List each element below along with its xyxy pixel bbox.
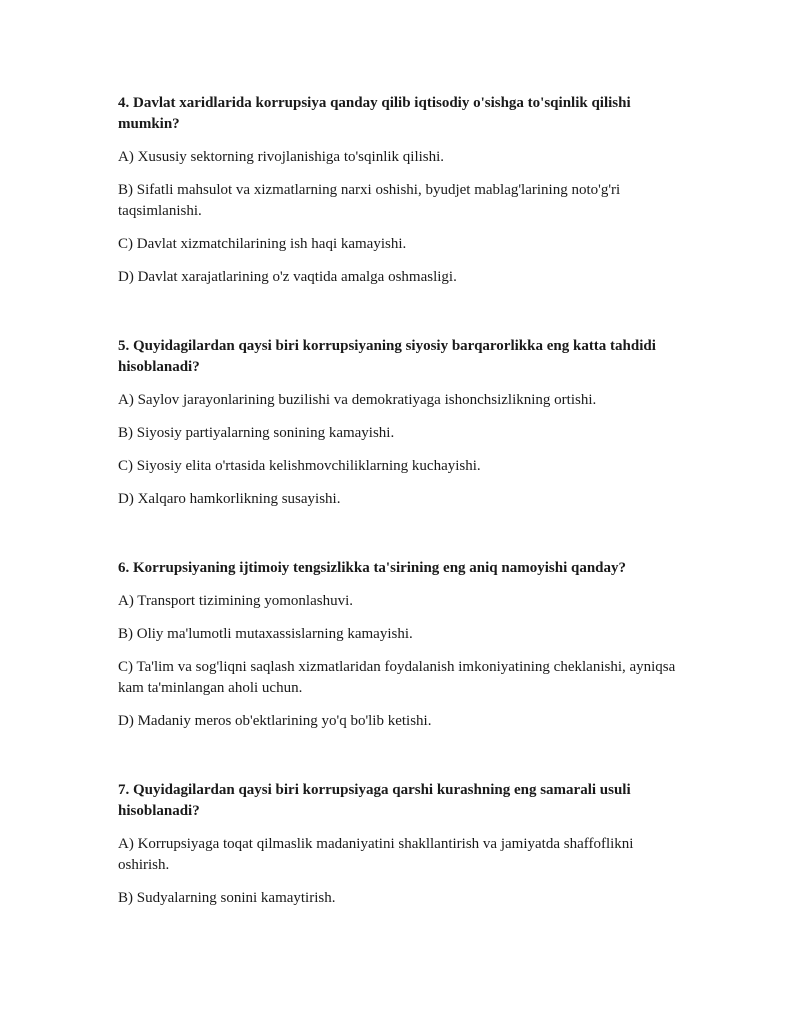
option-b: B) Sifatli mahsulot va xizmatlarning narxi oshishi, byudjet mablag'larining noto'g'ri taqsimlanishi. (118, 182, 621, 219)
option-d: D) Davlat xarajatlarining o'z vaqtida amalga oshmasligi. (118, 269, 457, 285)
option-c: C) Siyosiy elita o'rtasida kelishmovchiliklarning kuchayishi. (118, 458, 481, 474)
question-title: 6. Korrupsiyaning ijtimoiy tengsizlikka ta'sirining eng aniq namoyishi qanday? (118, 560, 627, 576)
option-d: D) Madaniy meros ob'ektlarining yo'q bo'lib ketishi. (118, 713, 432, 729)
question-title: 5. Quyidagilardan qaysi biri korrupsiyaning siyosiy barqarorlikka eng katta tahdidi hisoblanadi? (118, 338, 656, 375)
option-c: C) Davlat xizmatchilarining ish haqi kamayishi. (118, 236, 407, 252)
option-a: A) Saylov jarayonlarining buzilishi va demokratiyaga ishonchsizlikning ortishi. (118, 392, 597, 408)
question-title: 4. Davlat xaridlarida korrupsiya qanday qilib iqtisodiy o'sishga to'sqinlik qilishi mumkin? (118, 95, 631, 132)
question-6 (118, 558, 683, 732)
question-title: 7. Quyidagilardan qaysi biri korrupsiyaga qarshi kurashning eng samarali usuli hisoblanadi? (118, 782, 631, 819)
option-d: D) Xalqaro hamkorlikning susayishi. (118, 491, 341, 507)
option-a: A) Korrupsiyaga toqat qilmaslik madaniyatini shakllantirish va jamiyatda shaffoflikni oshirish. (118, 836, 634, 873)
option-a: A) Xususiy sektorning rivojlanishiga to'sqinlik qilishi. (118, 149, 445, 165)
option-c: C) Ta'lim va sog'liqni saqlash xizmatlaridan foydalanish imkoniyatining cheklanishi, ayniqsa kam ta'minlangan aholi uchun. (118, 659, 676, 696)
option-a: A) Transport tizimining yomonlashuvi. (118, 593, 354, 609)
question-list (118, 93, 683, 959)
option-b: B) Siyosiy partiyalarning sonining kamayishi. (118, 425, 395, 441)
option-b: B) Sudyalarning sonini kamaytirish. (118, 890, 336, 906)
option-b: B) Oliy ma'lumotli mutaxassislarning kamayishi. (118, 626, 413, 642)
question-7 (118, 780, 683, 909)
question-5 (118, 336, 683, 510)
question-4 (118, 93, 683, 288)
